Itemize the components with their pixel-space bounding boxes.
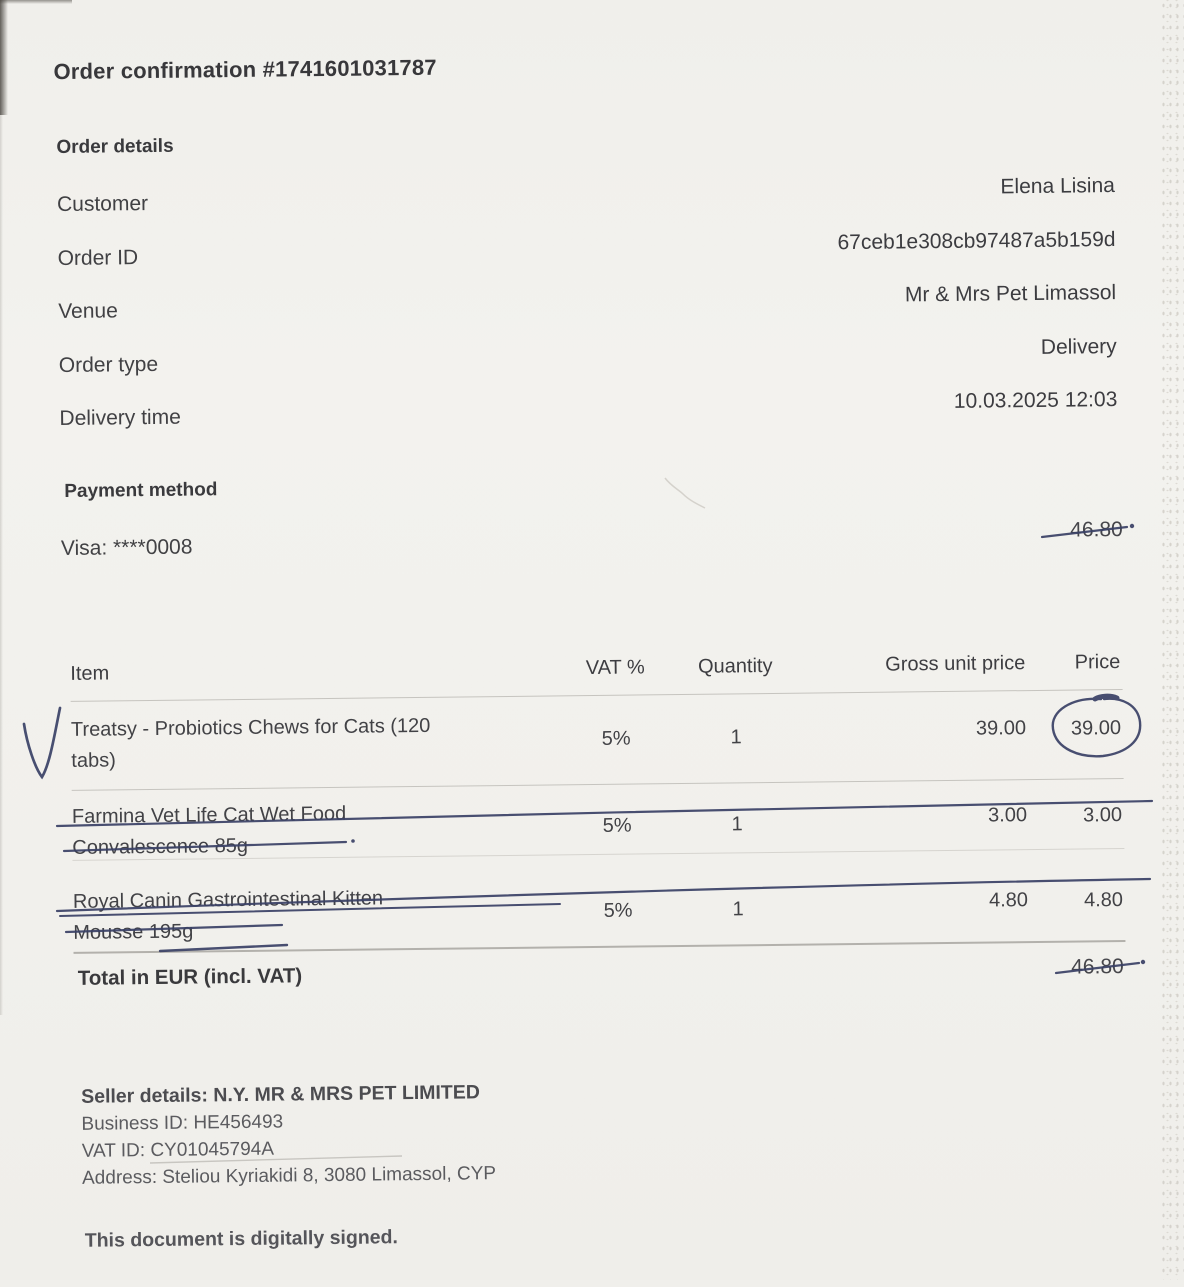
scan-noise-right — [1160, 0, 1184, 1280]
scan-edge-left — [0, 0, 8, 115]
gross-unit-price-value: 3.00 — [987, 804, 1028, 827]
seller-details-block — [81, 1079, 496, 1192]
column-header-gross-unit-price: Gross unit price — [885, 652, 1026, 676]
field-label: Order ID — [57, 246, 139, 271]
section-heading-order-details: Order details — [56, 135, 174, 159]
page-title: Order confirmation #1741601031787 — [53, 54, 437, 85]
field-row-venue — [58, 281, 1117, 324]
table-row-1 — [71, 703, 1122, 777]
field-value: Delivery — [1040, 335, 1117, 359]
field-row-order-type — [58, 335, 1117, 378]
quantity-value: 1 — [731, 813, 743, 836]
total-row — [78, 955, 1124, 991]
vat-value: 5% — [602, 814, 632, 837]
field-row-order-id — [57, 228, 1116, 271]
gross-unit-price-value: 4.80 — [988, 889, 1029, 912]
items-table-header — [70, 651, 1120, 686]
payment-method-value: Visa: ****0008 — [60, 535, 193, 561]
field-label: Customer — [56, 192, 149, 217]
field-value: Mr & Mrs Pet Limassol — [904, 281, 1117, 307]
quantity-value: 1 — [732, 898, 744, 921]
scan-edge-top — [0, 0, 72, 4]
total-amount: 46.80 — [1071, 954, 1124, 979]
payment-crossed-amount: 46.80 — [1070, 517, 1123, 542]
item-name: Farmina Vet Life Cat Wet Food Convalescence 85g — [71, 802, 347, 859]
column-header-item: Item — [70, 662, 110, 685]
gross-unit-price-value: 39.00 — [975, 717, 1027, 740]
vat-value: 5% — [603, 899, 633, 922]
seller-business-id: Business ID: HE456493 — [81, 1111, 284, 1135]
digital-signature-note: This document is digitally signed. — [84, 1226, 399, 1252]
field-value: 67ceb1e308cb97487a5b159d — [837, 228, 1116, 255]
separator-line — [71, 689, 1123, 702]
column-header-vat: VAT % — [585, 656, 645, 680]
table-row-3 — [73, 875, 1124, 949]
seller-address: Address: Steliou Kyriakidi 8, 3080 Limassol, CYP — [81, 1163, 497, 1189]
field-label: Venue — [58, 299, 118, 324]
section-heading-payment: Payment method — [64, 479, 218, 502]
field-row-customer — [56, 174, 1116, 217]
total-label: Total in EUR (incl. VAT) — [77, 964, 303, 990]
vat-value: 5% — [601, 727, 631, 750]
separator-line — [72, 778, 1124, 791]
field-row-delivery-time — [59, 388, 1118, 431]
price-value: 39.00 — [1070, 717, 1122, 740]
field-value: 10.03.2025 12:03 — [953, 388, 1118, 413]
seller-vat-id: VAT ID: CY01045794A — [81, 1138, 275, 1162]
price-value: 3.00 — [1082, 803, 1123, 827]
quantity-value: 1 — [730, 726, 742, 749]
table-row-2 — [72, 790, 1123, 864]
price-value: 4.80 — [1083, 888, 1124, 912]
column-header-price: Price — [1074, 651, 1121, 674]
field-label: Order type — [58, 352, 159, 378]
item-name: Royal Canin Gastrointestinal Kitten Mousse 195g — [72, 887, 384, 944]
field-label: Delivery time — [59, 405, 181, 431]
item-name: Treatsy - Probiotics Chews for Cats (120 tabs) — [70, 714, 431, 772]
field-value: Elena Lisina — [1000, 174, 1116, 199]
scan-edge-left-faint — [0, 115, 3, 1015]
column-header-quantity: Quantity — [697, 654, 773, 678]
seller-name-line: Seller details: N.Y. MR & MRS PET LIMITED — [81, 1081, 480, 1108]
